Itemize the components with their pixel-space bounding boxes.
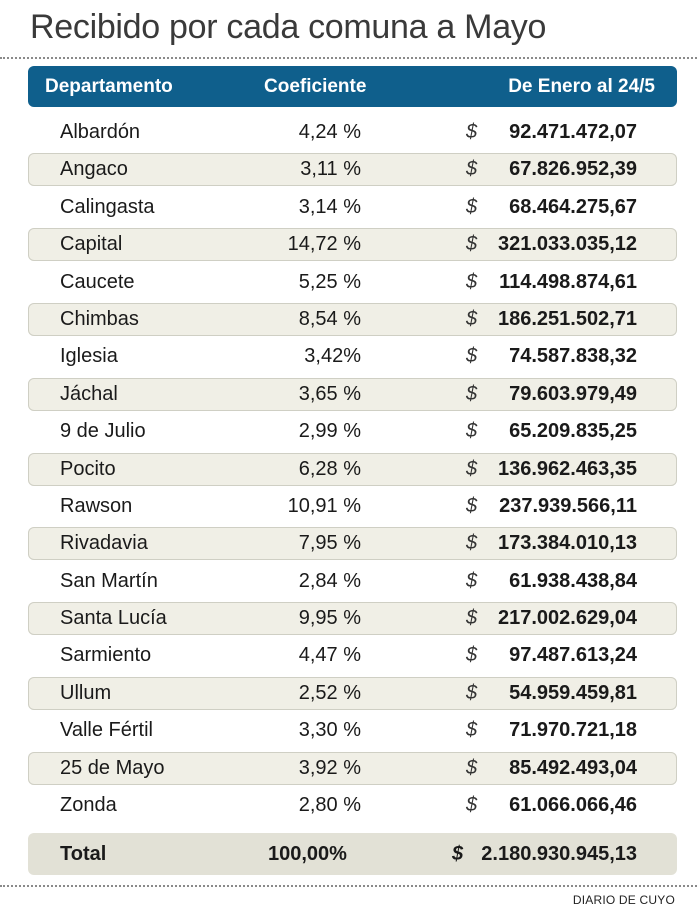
table-row <box>28 153 677 186</box>
table-row <box>28 266 677 299</box>
table-row <box>28 116 677 149</box>
table-row <box>28 228 677 261</box>
row-departamento: Albardón <box>60 121 141 143</box>
row-monto: 65.209.835,25 <box>509 420 637 443</box>
table-row <box>28 378 677 411</box>
row-monto: 92.471.472,07 <box>509 121 637 143</box>
page-title: Recibido por cada comuna a Mayo <box>30 8 547 46</box>
row-coeficiente: 2,99 % <box>298 420 361 443</box>
credit: DIARIO DE CUYO <box>572 893 675 907</box>
row-currency-symbol: $ <box>466 794 478 817</box>
row-monto: 85.492.493,04 <box>509 756 637 779</box>
row-currency-symbol: $ <box>466 307 478 330</box>
header-coeficiente: Coeficiente <box>264 76 367 97</box>
table-row <box>28 453 677 486</box>
row-departamento: Chimbas <box>60 307 139 330</box>
row-departamento: Rivadavia <box>60 532 148 555</box>
row-coeficiente: 3,11 % <box>300 158 361 181</box>
row-departamento: Calingasta <box>60 195 155 218</box>
table-body <box>28 116 677 826</box>
row-departamento: Ullum <box>60 681 112 704</box>
row-currency-symbol: $ <box>466 345 478 368</box>
table-row <box>28 752 677 785</box>
row-monto: 71.970.721,18 <box>509 719 637 742</box>
total-currency-symbol: $ <box>452 843 464 865</box>
row-departamento: Santa Lucía <box>60 607 167 630</box>
row-currency-symbol: $ <box>466 532 478 555</box>
row-monto: 67.826.952,39 <box>509 158 637 181</box>
row-departamento: 9 de Julio <box>60 420 146 443</box>
row-coeficiente: 10,91 % <box>287 494 361 517</box>
header-departamento: Departamento <box>45 76 173 97</box>
row-departamento: Caucete <box>60 270 135 293</box>
row-currency-symbol: $ <box>466 607 478 630</box>
table-row <box>28 714 677 747</box>
row-coeficiente: 5,25 % <box>298 270 361 293</box>
row-currency-symbol: $ <box>466 457 478 480</box>
row-departamento: Valle Fértil <box>60 719 153 742</box>
row-coeficiente: 3,30 % <box>298 719 361 742</box>
row-coeficiente: 14,72 % <box>287 233 361 256</box>
table-row <box>28 639 677 672</box>
row-departamento: San Martín <box>60 569 158 592</box>
row-monto: 79.603.979,49 <box>509 382 637 405</box>
row-currency-symbol: $ <box>466 195 478 218</box>
row-monto: 321.033.035,12 <box>497 233 637 256</box>
row-coeficiente: 8,54 % <box>298 307 361 330</box>
table-row <box>28 565 677 598</box>
row-departamento: Iglesia <box>60 345 118 368</box>
row-departamento: Jáchal <box>60 382 118 405</box>
row-departamento: Zonda <box>60 794 117 817</box>
table-row <box>28 340 677 373</box>
row-coeficiente: 9,95 % <box>298 607 361 630</box>
row-currency-symbol: $ <box>466 270 478 293</box>
total-label: Total <box>60 843 107 865</box>
row-departamento: Angaco <box>60 158 128 181</box>
row-currency-symbol: $ <box>466 681 478 704</box>
row-monto: 61.066.066,46 <box>509 794 637 817</box>
row-currency-symbol: $ <box>466 382 478 405</box>
row-coeficiente: 4,47 % <box>298 644 361 667</box>
row-coeficiente: 2,52 % <box>298 681 361 704</box>
row-coeficiente: 2,80 % <box>298 794 361 817</box>
row-departamento: Pocito <box>60 457 116 480</box>
row-departamento: Capital <box>60 233 123 256</box>
row-departamento: 25 de Mayo <box>60 756 165 779</box>
row-currency-symbol: $ <box>466 719 478 742</box>
table-row <box>28 415 677 448</box>
row-monto: 74.587.838,32 <box>509 345 637 368</box>
row-coeficiente: 3,92 % <box>298 756 361 779</box>
row-coeficiente: 3,14 % <box>298 195 361 218</box>
row-monto: 54.959.459,81 <box>509 681 637 704</box>
row-monto: 173.384.010,13 <box>497 532 637 555</box>
top-divider <box>0 57 697 59</box>
table-row <box>28 602 677 635</box>
row-coeficiente: 2,84 % <box>298 569 361 592</box>
row-departamento: Rawson <box>60 494 133 517</box>
row-monto: 186.251.502,71 <box>497 307 637 330</box>
row-currency-symbol: $ <box>466 233 478 256</box>
row-currency-symbol: $ <box>466 569 478 592</box>
row-monto: 97.487.613,24 <box>509 644 637 667</box>
row-currency-symbol: $ <box>466 121 478 143</box>
row-monto: 61.938.438,84 <box>509 569 637 592</box>
table-row <box>28 789 677 822</box>
row-coeficiente: 7,95 % <box>298 532 361 555</box>
table-header <box>28 66 677 107</box>
row-coeficiente: 6,28 % <box>298 457 361 480</box>
table-row <box>28 191 677 224</box>
row-coeficiente: 3,42% <box>304 345 361 368</box>
row-departamento: Sarmiento <box>60 644 152 667</box>
table-row <box>28 527 677 560</box>
row-monto: 114.498.874,61 <box>499 270 637 293</box>
total-coeficiente: 100,00% <box>268 843 347 865</box>
row-currency-symbol: $ <box>466 494 478 517</box>
row-currency-symbol: $ <box>466 158 478 181</box>
row-currency-symbol: $ <box>466 756 478 779</box>
row-monto: 68.464.275,67 <box>509 195 637 218</box>
row-monto: 217.002.629,04 <box>497 607 637 630</box>
row-currency-symbol: $ <box>466 644 478 667</box>
row-monto: 136.962.463,35 <box>497 457 637 480</box>
table-row <box>28 677 677 710</box>
bottom-divider <box>0 885 697 887</box>
row-monto: 237.939.566,11 <box>499 494 637 517</box>
header-monto: De Enero al 24/5 <box>508 76 655 97</box>
total-monto: 2.180.930.945,13 <box>481 843 637 865</box>
total-row <box>28 833 677 875</box>
row-coeficiente: 3,65 % <box>298 382 361 405</box>
row-coeficiente: 4,24 % <box>298 121 361 143</box>
row-currency-symbol: $ <box>466 420 478 443</box>
table-row <box>28 490 677 523</box>
table-row <box>28 303 677 336</box>
